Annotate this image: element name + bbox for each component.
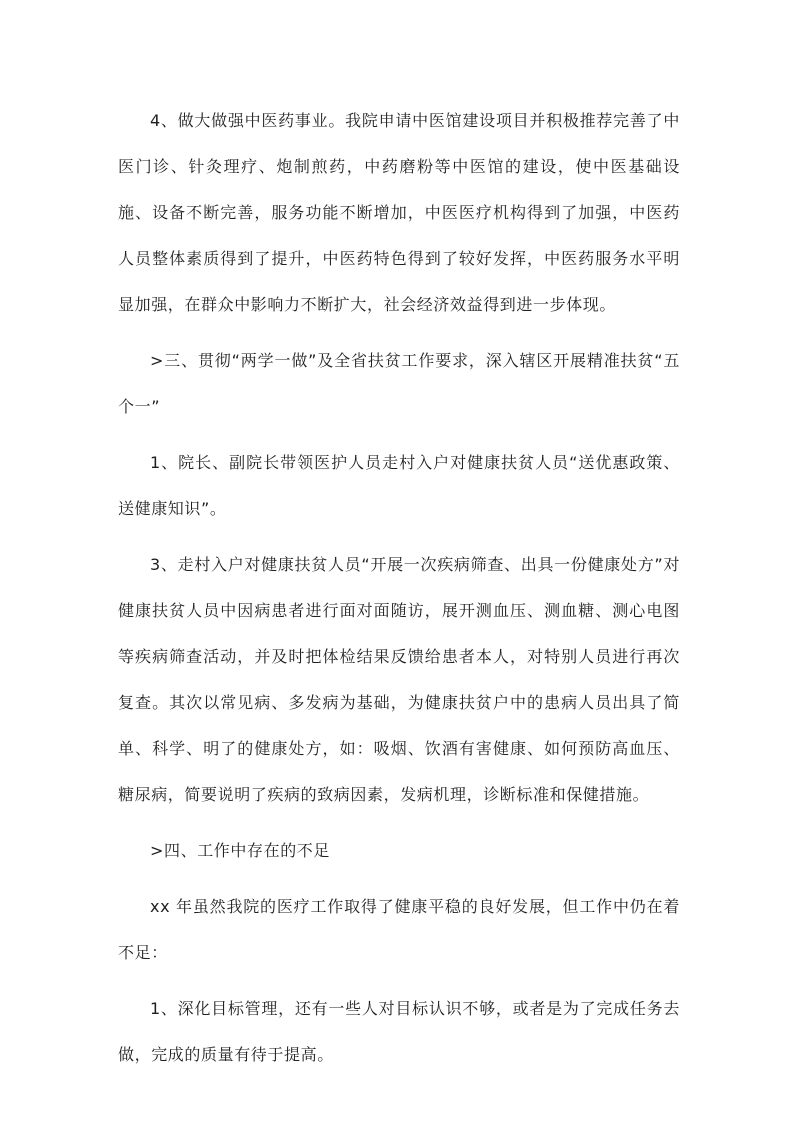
heading-poverty-alleviation: >三、贯彻“两学一做”及全省扶贫工作要求，深入辖区开展精准扶贫“五个一” xyxy=(118,351,680,416)
heading-shortcomings: >四、工作中存在的不足 xyxy=(150,841,331,860)
paragraph-shortcomings-intro: xx 年虽然我院的医疗工作取得了健康平稳的良好发展，但工作中仍在着不足： xyxy=(118,897,680,962)
paragraph-policy-outreach: 1、院长、副院长带领医护人员走村入户对健康扶贫人员“送优惠政策、送健康知识”。 xyxy=(118,453,680,518)
paragraph-tcm-development: 4、做大做强中医药事业。我院申请中医馆建设项目并积极推荐完善了中医门诊、针灸理疗、炮制煎药，中药磨粉等中医馆的建设，使中医基础设施、设备不断完善，服务功能不断增加，中医医疗机构得到了加强，中医药人员整体素质得到了提升，中医药特色得到了较好发挥，中医药服务水平明显加强，在群众中影响力不断扩大，社会经济效益得到进一步体现。 xyxy=(118,111,680,314)
document-body xyxy=(118,98,680,1088)
paragraph-target-management: 1、深化目标管理，还有一些人对目标认识不够，或者是为了完成任务去做，完成的质量有待于提高。 xyxy=(118,999,680,1064)
paragraph-screening-prescription: 3、走村入户对健康扶贫人员“开展一次疾病筛查、出具一份健康处方”对健康扶贫人员中因病患者进行面对面随访，展开测血压、测血糖、测心电图等疾病筛查活动，并及时把体检结果反馈给患者本人，对特别人员进行再次复查。其次以常见病、多发病为基础，为健康扶贫户中的患病人员出具了简单、科学、明了的健康处方，如：吸烟、饮酒有害健康、如何预防高血压、糖尿病，简要说明了疾病的致病因素，发病机理，诊断标准和保健措施。 xyxy=(118,555,680,804)
